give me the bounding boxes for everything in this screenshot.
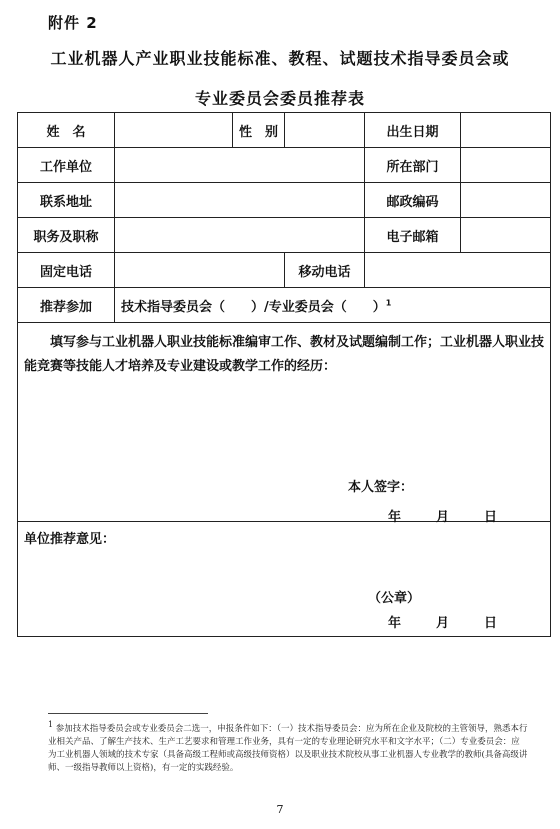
unit-opinion-label: 单位推荐意见：: [24, 532, 116, 547]
seal-date: [388, 612, 532, 631]
department-field[interactable]: [461, 148, 551, 183]
recommend-options-text: 技术指导委员会（ ）/专业委员会（ ）: [121, 299, 386, 315]
unit-opinion-section[interactable]: [18, 522, 551, 637]
email-label: 电子邮箱: [365, 218, 461, 253]
sign-year: 年: [388, 510, 402, 525]
landline-label: 固定电话: [18, 253, 115, 288]
work-unit-label: 工作单位: [18, 148, 115, 183]
footnote-divider: [48, 713, 208, 714]
experience-prompt: 填写参与工业机器人职业技能标准编审工作、教材及试题编制工作；工业机器人职业技能竞赛等技能人才培养及专业建设或教学工作的经历：: [24, 335, 545, 374]
seal-label: （公章）: [368, 591, 421, 606]
department-label: 所在部门: [365, 148, 461, 183]
mobile-label: 移动电话: [285, 253, 365, 288]
seal-month: 月: [436, 616, 450, 631]
annex-label: 附件 2: [48, 14, 98, 32]
footnote-ref: 1: [385, 298, 392, 308]
email-field[interactable]: [461, 218, 551, 253]
address-field[interactable]: [115, 183, 365, 218]
birth-date-field[interactable]: [461, 113, 551, 148]
seal-day: 日: [484, 616, 498, 631]
mobile-field[interactable]: [365, 253, 551, 288]
postcode-label: 邮政编码: [365, 183, 461, 218]
postcode-field[interactable]: [461, 183, 551, 218]
footnote: [48, 718, 528, 775]
footnote-mark: 1: [48, 720, 54, 729]
work-unit-field[interactable]: [115, 148, 365, 183]
address-label: 联系地址: [18, 183, 115, 218]
recommend-label: 推荐参加: [18, 288, 115, 323]
recommendation-form: [17, 112, 551, 637]
title-line-2: 专业委员会委员推荐表: [194, 89, 365, 108]
name-label: 姓 名: [18, 113, 115, 148]
recommend-options[interactable]: [115, 288, 551, 323]
title-line-1: 工业机器人产业职业技能标准、教程、试题技术指导委员会或: [50, 49, 510, 68]
page-number: 7: [276, 803, 284, 816]
experience-section[interactable]: [18, 323, 551, 525]
sign-day: 日: [484, 510, 498, 525]
seal-year: 年: [388, 616, 402, 631]
gender-field[interactable]: [285, 113, 365, 148]
name-field[interactable]: [115, 113, 233, 148]
position-label: 职务及职称: [18, 218, 115, 253]
signature-label: 本人签字：: [348, 480, 414, 495]
landline-field[interactable]: [115, 253, 285, 288]
birth-date-label: 出生日期: [365, 113, 461, 148]
position-field[interactable]: [115, 218, 365, 253]
footnote-text: 参加技术指导委员会或专业委员会二选一，申报条件如下：（一）技术指导委员会：应为所在企业及院校的主管领导，熟悉本行业相关产品、了解生产技术、生产工艺要求和管理工作业务，具有一定的专业理论研究水平和文字水平；（二）专业委员会：应为工业机器人领域的技术专家（具备高级工程师或高级技师资格）以及职业技术院校从事工业机器人专业教学的教师(具备高级讲师、一级指导教师以上资格)，有一定的实践经验。: [48, 723, 528, 773]
sign-date: [388, 506, 532, 525]
sign-month: 月: [436, 510, 450, 525]
gender-label: 性 别: [233, 113, 285, 148]
